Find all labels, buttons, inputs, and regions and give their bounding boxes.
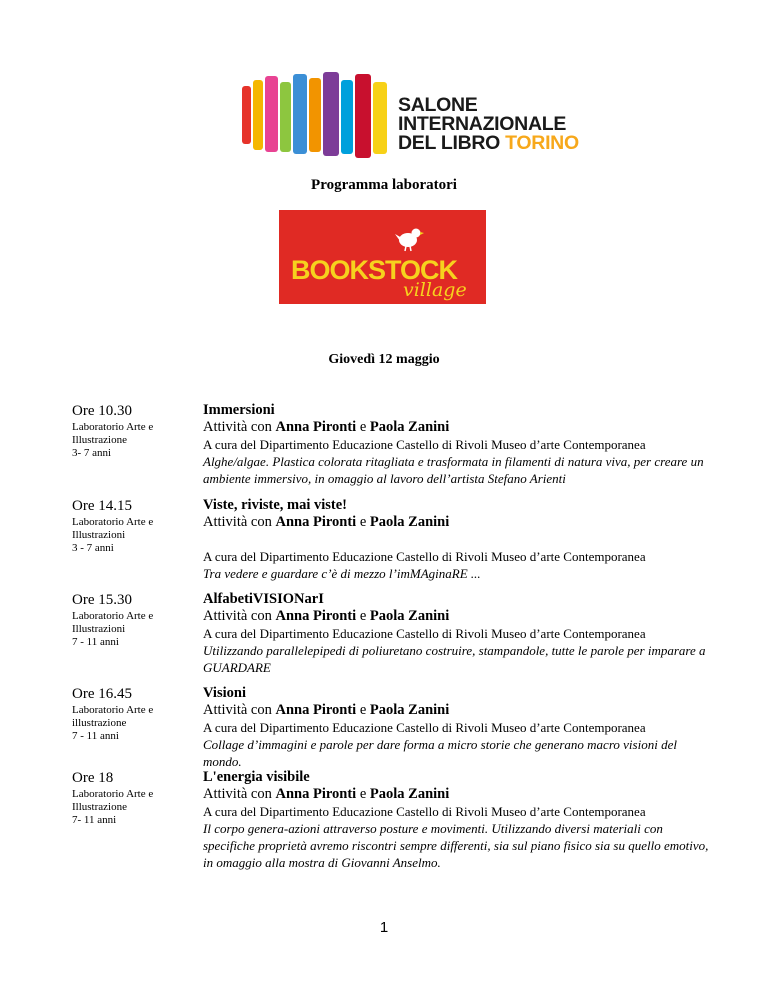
- logo-del-libro: DEL LIBRO: [398, 132, 506, 154]
- category-line: Laboratorio Arte e: [72, 788, 154, 800]
- bookstock-village-logo: [279, 210, 486, 304]
- entry-title: L'energia visibile: [203, 769, 310, 785]
- bird-icon: [395, 229, 424, 252]
- age-range: 7- 11 anni: [72, 814, 117, 826]
- day-heading: Giovedì 12 maggio: [328, 352, 440, 367]
- category-line: Illustrazioni: [72, 529, 126, 541]
- entry-time: Ore 14.15: [72, 498, 132, 514]
- entry-curator: A cura del Dipartimento Educazione Castello di Rivoli Museo d’arte Contemporanea: [203, 549, 646, 564]
- salone-stripes-graphic: [238, 72, 393, 160]
- category-line: illustrazione: [72, 717, 127, 729]
- logo-line-1: SALONE: [398, 94, 478, 116]
- category-line: Illustrazioni: [72, 623, 126, 635]
- person-name: Anna Pironti: [275, 786, 357, 802]
- activity-prefix: Attività con: [203, 786, 276, 802]
- entry-details: [203, 497, 713, 582]
- logo-torino: TORINO: [505, 132, 579, 154]
- entry-title: Visioni: [203, 685, 246, 701]
- salone-logo: [238, 70, 583, 160]
- category-line: Laboratorio Arte e: [72, 610, 154, 622]
- person-name: Anna Pironti: [275, 702, 357, 718]
- entry-curator: A cura del Dipartimento Educazione Castello di Rivoli Museo d’arte Contemporanea: [203, 437, 646, 452]
- entry-time: Ore 10.30: [72, 403, 132, 419]
- page-number: 1: [379, 919, 389, 936]
- activity-prefix: Attività con: [203, 608, 276, 624]
- activity-join: e: [356, 702, 370, 718]
- person-name: Paola Zanini: [369, 514, 450, 530]
- logo-line-2: INTERNAZIONALE: [398, 113, 567, 135]
- entry-info: [72, 402, 197, 460]
- program-title: Programma laboratori: [311, 177, 457, 193]
- entry-description: Il corpo genera-azioni attraverso posture e movimenti. Utilizzando diversi materiali con specifiche proprietà avremo riscontri sempre differenti, sia sul piano fisico sia su quello emotivo, in omaggio alla mostra di Giovanni Anselmo.: [203, 821, 709, 870]
- entry-time: Ore 18: [72, 770, 114, 786]
- entry-info: [72, 769, 197, 827]
- category-line: Illustrazione: [72, 434, 127, 446]
- activity-join: e: [356, 419, 370, 435]
- person-name: Paola Zanini: [369, 786, 450, 802]
- entry-curator: A cura del Dipartimento Educazione Castello di Rivoli Museo d’arte Contemporanea: [203, 626, 646, 641]
- category-line: Laboratorio Arte e: [72, 516, 154, 528]
- entry-details: [203, 402, 713, 487]
- activity-join: e: [356, 786, 370, 802]
- entry-category: [72, 516, 197, 555]
- entry-details: [203, 769, 713, 871]
- entry-category: [72, 704, 197, 743]
- person-name: Paola Zanini: [369, 702, 450, 718]
- entry-category: [72, 788, 197, 827]
- activity-prefix: Attività con: [203, 514, 276, 530]
- village-word: village: [403, 279, 467, 301]
- entry-activity: [203, 702, 713, 719]
- entry-activity: [203, 419, 713, 436]
- activity-prefix: Attività con: [203, 419, 276, 435]
- entry-description: Tra vedere e guardare c’è di mezzo l’imMAginaRE ...: [203, 566, 481, 581]
- activity-prefix: Attività con: [203, 702, 276, 718]
- bookstock-graphic: [279, 210, 486, 304]
- entry-curator: A cura del Dipartimento Educazione Castello di Rivoli Museo d’arte Contemporanea: [203, 720, 646, 735]
- age-range: 3 - 7 anni: [72, 542, 114, 554]
- salone-logo-text: [398, 96, 579, 153]
- activity-join: e: [356, 514, 370, 530]
- entry-category: [72, 610, 197, 649]
- person-name: Anna Pironti: [275, 419, 357, 435]
- entry-description: Alghe/algae. Plastica colorata ritagliata e trasformata in filamenti di natura viva, per creare un ambiente immersivo, in omaggio al lavoro dell’artista Stefano Arienti: [203, 454, 704, 486]
- entry-activity: [203, 514, 713, 531]
- category-line: Laboratorio Arte e: [72, 421, 154, 433]
- person-name: Paola Zanini: [369, 419, 450, 435]
- entry-info: [72, 497, 197, 555]
- entry-activity: [203, 608, 713, 625]
- age-range: 7 - 11 anni: [72, 730, 119, 742]
- entry-description: Collage d’immagini e parole per dare forma a micro storie che generano macro visioni del mondo.: [203, 737, 677, 769]
- logo-line-3: [398, 134, 579, 153]
- person-name: Anna Pironti: [275, 514, 357, 530]
- age-range: 7 - 11 anni: [72, 636, 119, 648]
- person-name: Anna Pironti: [275, 608, 357, 624]
- entry-category: [72, 421, 197, 460]
- entry-title: Immersioni: [203, 402, 275, 418]
- age-range: 3- 7 anni: [72, 447, 112, 459]
- entry-time: Ore 15.30: [72, 592, 132, 608]
- entry-details: [203, 685, 713, 770]
- entry-info: [72, 591, 197, 649]
- entry-description: Utilizzando parallelepipedi di poliuretano costruire, stampandole, tutte le parole per imparare a GUARDARE: [203, 643, 706, 675]
- entry-title: AlfabetiVISIONarI: [203, 591, 324, 607]
- entry-time: Ore 16.45: [72, 686, 132, 702]
- entry-title: Viste, riviste, mai viste!: [203, 497, 348, 513]
- person-name: Paola Zanini: [369, 608, 450, 624]
- entry-details: [203, 591, 713, 676]
- bookstock-word: BOOKSTOCK: [291, 255, 458, 285]
- entry-info: [72, 685, 197, 743]
- category-line: Laboratorio Arte e: [72, 704, 154, 716]
- entry-curator: A cura del Dipartimento Educazione Castello di Rivoli Museo d’arte Contemporanea: [203, 804, 646, 819]
- category-line: Illustrazione: [72, 801, 127, 813]
- activity-join: e: [356, 608, 370, 624]
- entry-activity: [203, 786, 713, 803]
